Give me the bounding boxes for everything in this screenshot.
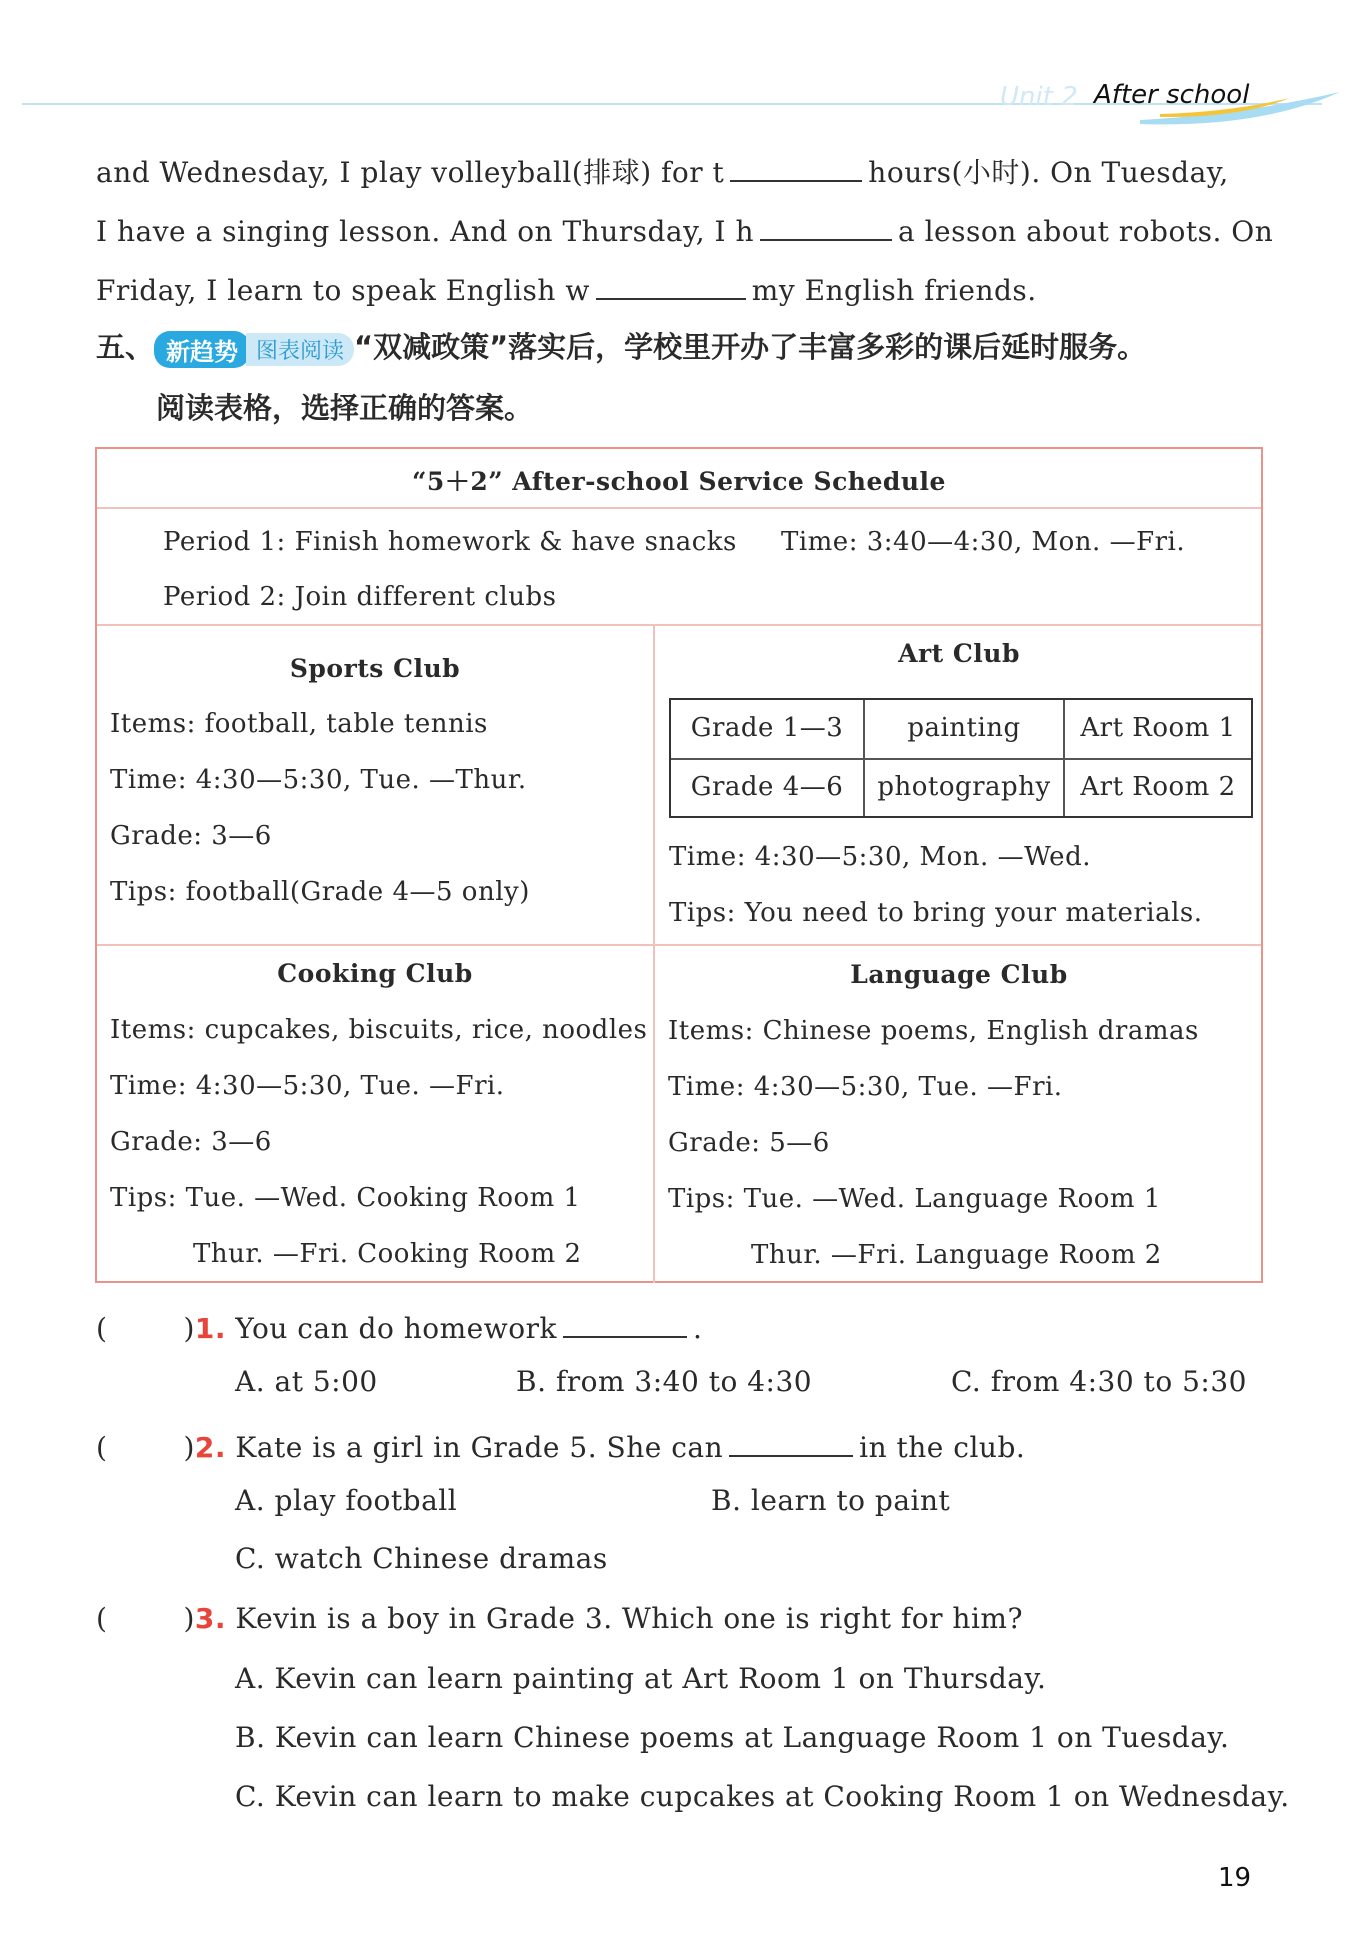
- question-text: Kevin is a boy in Grade 3. Which one is right for him?: [235, 1602, 1023, 1635]
- option-a[interactable]: A. at 5:00: [235, 1365, 378, 1398]
- question-text-end: in the club.: [859, 1431, 1026, 1464]
- option-c[interactable]: C. from 4:30 to 5:30: [951, 1365, 1247, 1398]
- language-grade: Grade: 5—6: [668, 1128, 830, 1158]
- question-2: [96, 1425, 1025, 1464]
- sports-items: Items: football, table tennis: [110, 709, 488, 739]
- cooking-tips-1: Tips: Tue. —Wed. Cooking Room 1: [110, 1183, 581, 1213]
- answer-paren-open: (: [96, 1312, 108, 1345]
- art-grid: [669, 698, 1253, 818]
- section-number: 五、: [96, 330, 155, 364]
- table-divider: [97, 624, 1261, 626]
- section-instruction: “双减政策”落实后，学校里开办了丰富多彩的课后延时服务。: [354, 330, 1147, 364]
- fill-blank[interactable]: [563, 1306, 687, 1338]
- art-grid-divider: [671, 758, 1251, 760]
- cooking-grade: Grade: 3—6: [110, 1127, 272, 1157]
- language-tips-1: Tips: Tue. —Wed. Language Room 1: [668, 1184, 1161, 1214]
- cooking-club-title: Cooking Club: [277, 959, 473, 988]
- art-cell: Art Room 1: [1080, 713, 1236, 743]
- question-number: 3.: [194, 1602, 226, 1635]
- question-1: [96, 1306, 702, 1345]
- cooking-items: Items: cupcakes, biscuits, rice, noodles: [110, 1015, 648, 1045]
- passage-text: hours(小时). On Tuesday,: [868, 156, 1229, 189]
- sports-grade: Grade: 3—6: [110, 821, 272, 851]
- answer-paren-close: ): [183, 1602, 195, 1635]
- chart-reading-badge: 图表阅读: [246, 333, 354, 366]
- language-items: Items: Chinese poems, English dramas: [668, 1016, 1199, 1046]
- option-c[interactable]: C. Kevin can learn to make cupcakes at Cooking Room 1 on Wednesday.: [235, 1780, 1290, 1813]
- section-heading: [96, 325, 1146, 368]
- answer-paren-close: ): [183, 1312, 195, 1345]
- art-club-title: Art Club: [898, 639, 1020, 668]
- option-a[interactable]: A. Kevin can learn painting at Art Room 1 on Thursday.: [235, 1662, 1047, 1695]
- fill-blank[interactable]: [729, 1425, 853, 1457]
- header-title: After school: [1094, 80, 1250, 110]
- art-tips: Tips: You need to bring your materials.: [669, 898, 1203, 928]
- question-text: Kate is a girl in Grade 5. She can: [235, 1431, 724, 1464]
- art-time: Time: 4:30—5:30, Mon. —Wed.: [669, 842, 1091, 872]
- passage-text: a lesson about robots. On: [898, 215, 1274, 248]
- passage-line-3: [96, 268, 1037, 307]
- table-divider: [653, 624, 655, 1283]
- cooking-time: Time: 4:30—5:30, Tue. —Fri.: [110, 1071, 505, 1101]
- schedule-table: [95, 447, 1263, 1283]
- period-2: Period 2: Join different clubs: [163, 582, 557, 612]
- question-text-end: .: [692, 1312, 703, 1345]
- question-number: 2.: [194, 1431, 226, 1464]
- passage-text: I have a singing lesson. And on Thursday, I h: [96, 215, 754, 248]
- cooking-tips-2: Thur. —Fri. Cooking Room 2: [193, 1239, 582, 1269]
- table-title: “5＋2” After-school Service Schedule: [412, 467, 946, 496]
- period-1-time: Time: 3:40—4:30, Mon. —Fri.: [781, 527, 1186, 557]
- fill-blank[interactable]: [760, 209, 892, 241]
- language-time: Time: 4:30—5:30, Tue. —Fri.: [668, 1072, 1063, 1102]
- table-divider: [97, 507, 1261, 509]
- answer-paren-open: (: [96, 1431, 108, 1464]
- option-c[interactable]: C. watch Chinese dramas: [235, 1542, 608, 1575]
- answer-paren-open: (: [96, 1602, 108, 1635]
- header-swoosh-icon: [1140, 90, 1340, 130]
- passage-line-1: [96, 150, 1229, 191]
- passage-text: my English friends.: [751, 274, 1037, 307]
- page-number: 19: [1218, 1863, 1252, 1893]
- option-b[interactable]: B. Kevin can learn Chinese poems at Language Room 1 on Tuesday.: [235, 1721, 1230, 1754]
- fill-blank[interactable]: [596, 268, 746, 300]
- art-cell: Art Room 2: [1080, 772, 1236, 802]
- period-1: Period 1: Finish homework & have snacks: [163, 527, 737, 557]
- option-b[interactable]: B. learn to paint: [711, 1484, 951, 1517]
- language-tips-2: Thur. —Fri. Language Room 2: [751, 1240, 1162, 1270]
- question-number: 1.: [194, 1312, 226, 1345]
- art-cell: Grade 1—3: [690, 713, 844, 743]
- art-cell: Grade 4—6: [690, 772, 844, 802]
- answer-paren-close: ): [183, 1431, 195, 1464]
- sports-club-title: Sports Club: [289, 654, 461, 683]
- passage-text: and Wednesday, I play volleyball(排球) for t: [96, 156, 725, 189]
- option-a[interactable]: A. play football: [235, 1484, 458, 1517]
- passage-text: Friday, I learn to speak English w: [96, 274, 590, 307]
- header-unit: Unit 2: [1000, 82, 1078, 112]
- art-cell: painting: [907, 713, 1021, 743]
- sports-time: Time: 4:30—5:30, Tue. —Thur.: [110, 765, 527, 795]
- passage-line-2: [96, 209, 1273, 248]
- fill-blank[interactable]: [730, 150, 862, 182]
- trend-badge: 新趋势: [154, 331, 250, 368]
- question-text: You can do homework: [235, 1312, 557, 1345]
- table-divider: [97, 944, 1261, 946]
- language-club-title: Language Club: [850, 960, 1068, 989]
- option-b[interactable]: B. from 3:40 to 4:30: [516, 1365, 813, 1398]
- art-cell: photography: [877, 772, 1051, 802]
- section-instruction-2: 阅读表格，选择正确的答案。: [156, 391, 534, 425]
- sports-tips: Tips: football(Grade 4—5 only): [110, 877, 530, 907]
- question-3: [96, 1602, 1023, 1635]
